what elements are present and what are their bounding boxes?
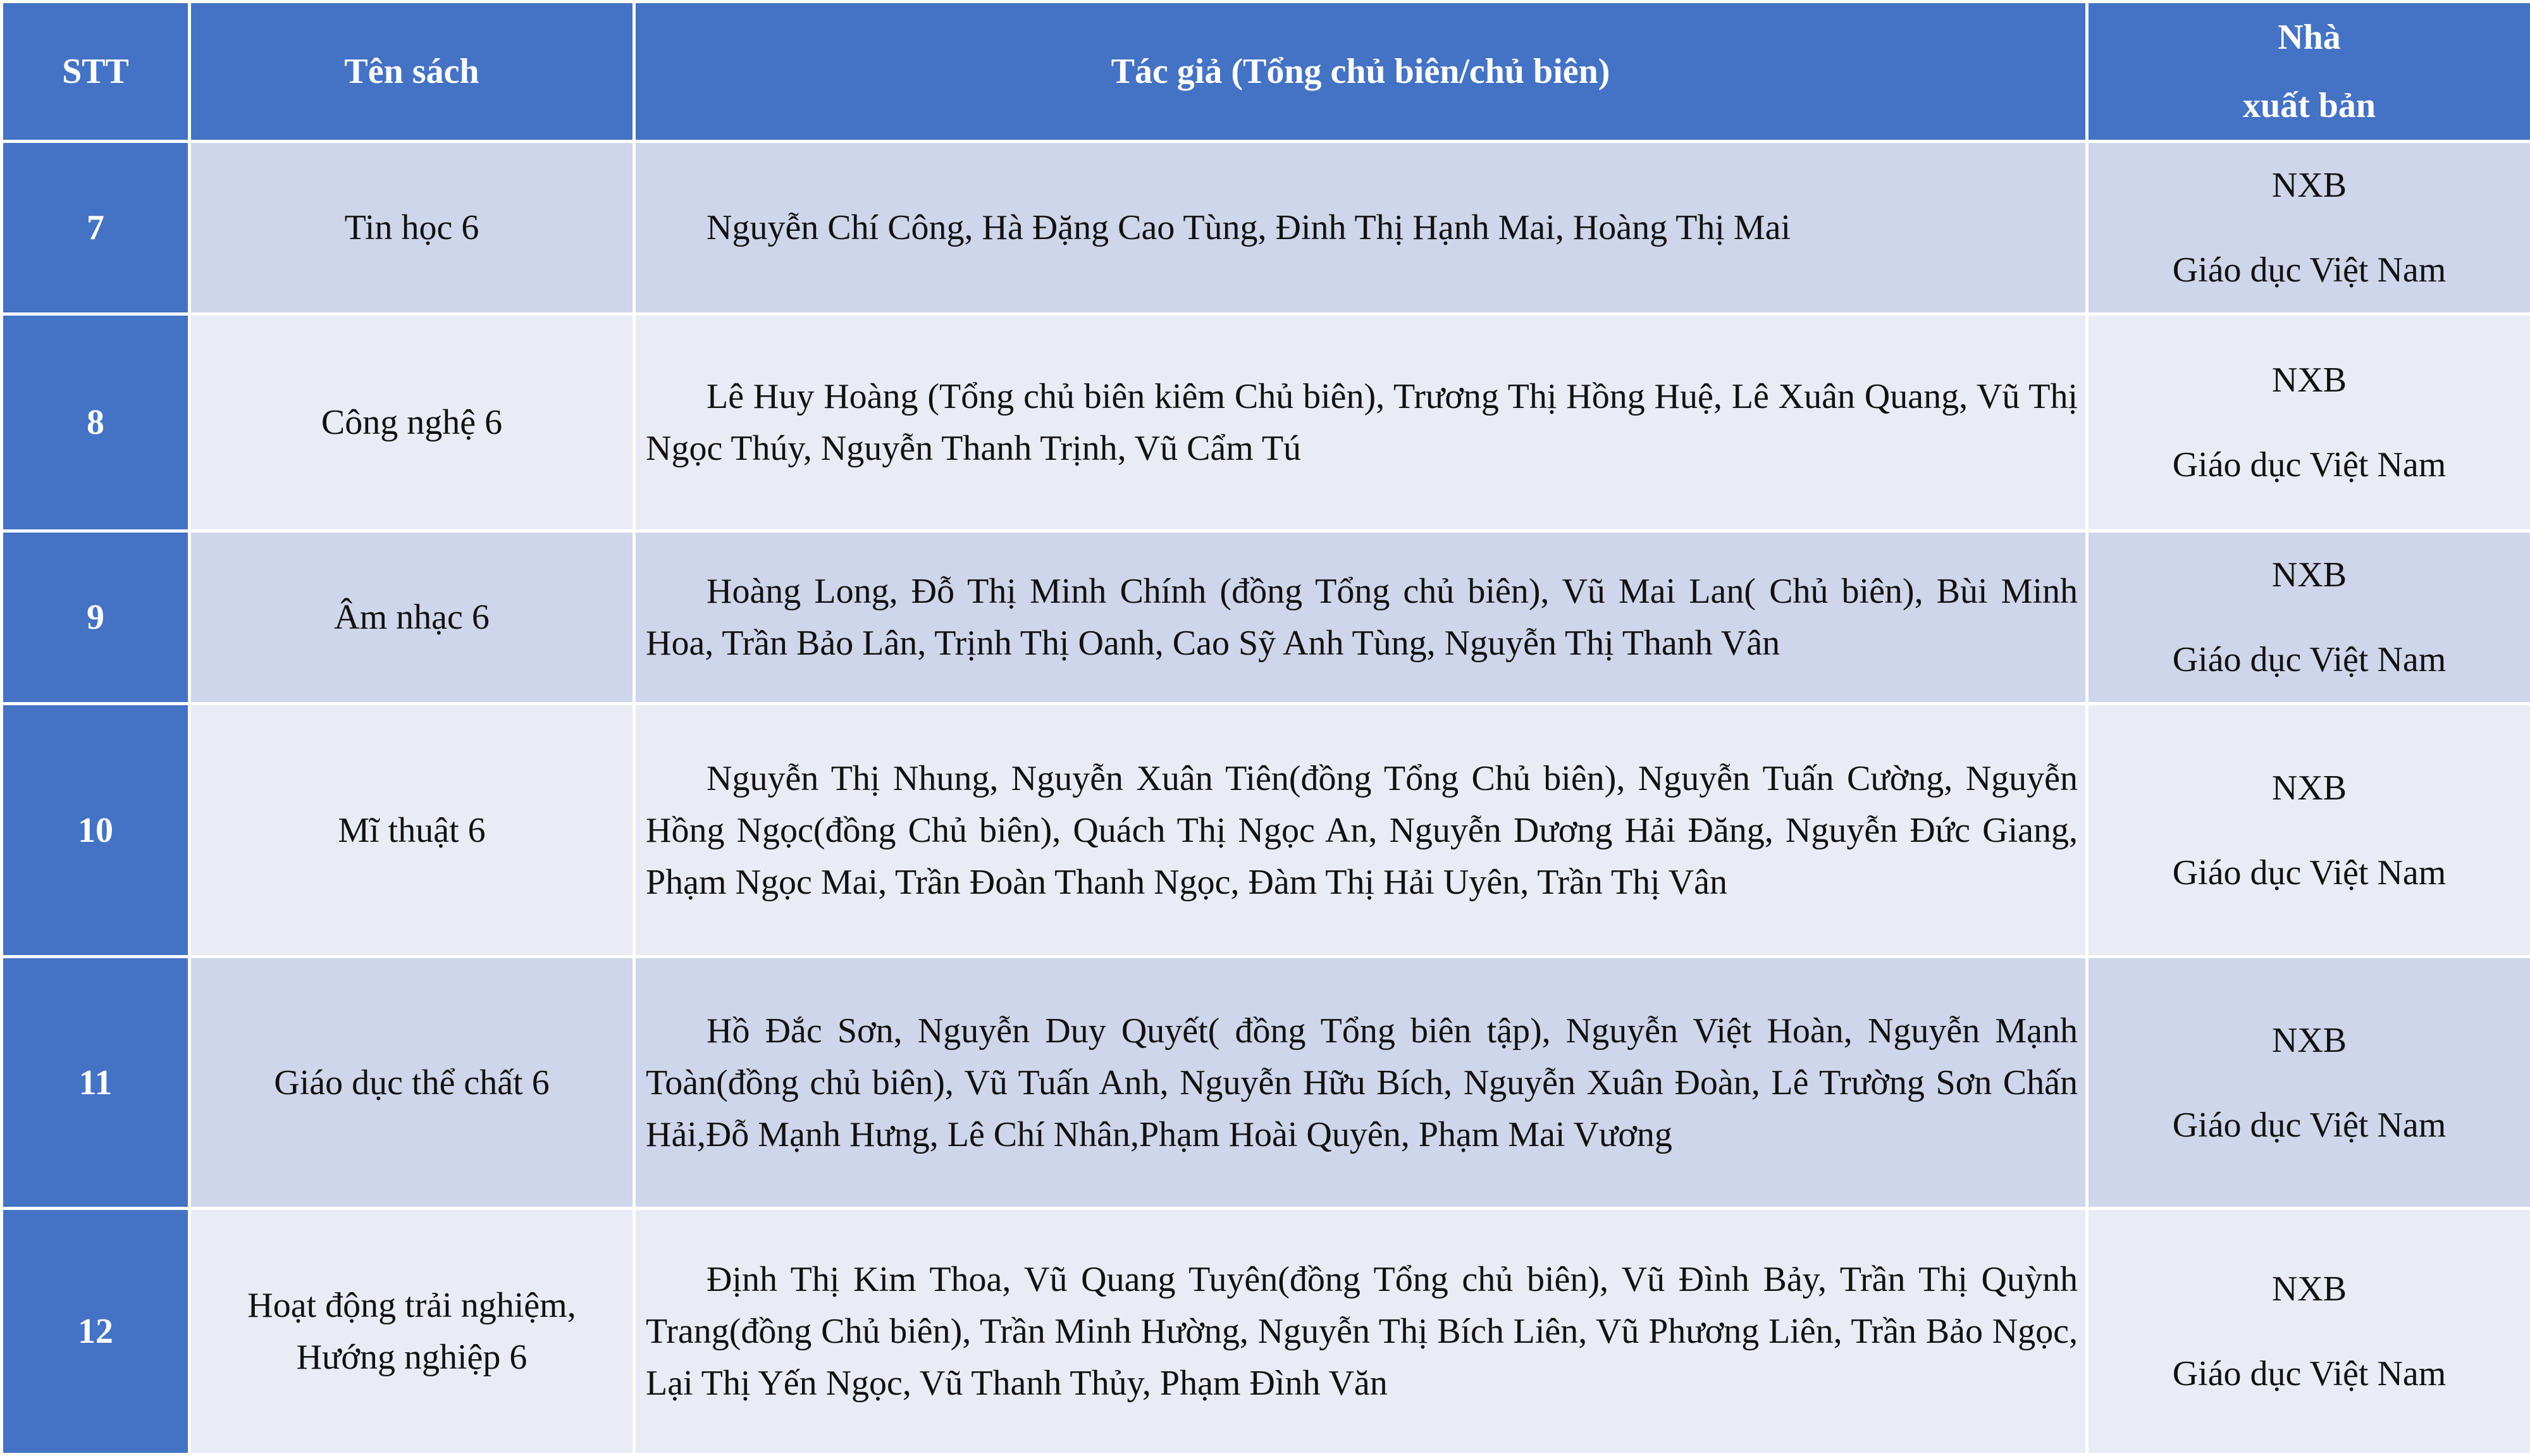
book-title-cell: Hoạt động trải nghiệm, Hướng nghiệp 6 xyxy=(190,1209,634,1455)
authors-text: Định Thị Kim Thoa, Vũ Quang Tuyên(đồng Tổng chủ biên), Vũ Đình Bảy, Trần Thị Quỳnh Trang(đồng Chủ biên), Trần Minh Hường, Nguyễn Thị Bích Liên, Vũ Phương Liên, Trần Bảo Ngọc, Lại Thị Yến Ngọc, Vũ Thanh Thủy, Phạm Đình Văn xyxy=(646,1254,2078,1409)
header-book-title: Tên sách xyxy=(190,2,634,142)
publisher-line2: Giáo dục Việt Nam xyxy=(2089,228,2530,312)
publisher-line1: NXB xyxy=(2089,1247,2530,1331)
publisher-line2: Giáo dục Việt Nam xyxy=(2089,1083,2530,1168)
stt-cell: 11 xyxy=(2,957,190,1209)
publisher-line1: NXB xyxy=(2089,338,2530,423)
header-stt: STT xyxy=(2,2,190,142)
publisher-line1: NXB xyxy=(2089,998,2530,1083)
publisher-cell xyxy=(2087,314,2530,531)
authors-text: Hồ Đắc Sơn, Nguyễn Duy Quyết( đồng Tổng biên tập), Nguyễn Việt Hoàn, Nguyễn Mạnh Toàn(đồng chủ biên), Vũ Tuấn Anh, Nguyễn Hữu Bích, Nguyễn Xuân Đoàn, Lê Trường Sơn Chấn Hải,Đỗ Mạnh Hưng, Lê Chí Nhân,Phạm Hoài Quyên, Phạm Mai Vương xyxy=(646,1005,2078,1161)
authors-text: Nguyễn Chí Công, Hà Đặng Cao Tùng, Đinh Thị Hạnh Mai, Hoàng Thị Mai xyxy=(646,202,2078,254)
table-body xyxy=(2,142,2530,1455)
header-publisher-line2: xuất bản xyxy=(2089,71,2530,140)
header-authors: Tác giả (Tổng chủ biên/chủ biên) xyxy=(634,2,2087,142)
header-publisher xyxy=(2087,2,2530,142)
publisher-line2: Giáo dục Việt Nam xyxy=(2089,830,2530,915)
table-header xyxy=(2,2,2530,142)
stt-cell: 7 xyxy=(2,142,190,314)
publisher-line1: NXB xyxy=(2089,746,2530,830)
book-title-cell: Tin học 6 xyxy=(190,142,634,314)
table-row xyxy=(2,531,2530,704)
publisher-line2: Giáo dục Việt Nam xyxy=(2089,1331,2530,1416)
publisher-line1: NXB xyxy=(2089,533,2530,617)
stt-cell: 12 xyxy=(2,1209,190,1455)
table-row xyxy=(2,142,2530,314)
header-row xyxy=(2,2,2530,142)
table-row xyxy=(2,957,2530,1209)
book-title-cell: Công nghệ 6 xyxy=(190,314,634,531)
publisher-cell xyxy=(2087,142,2530,314)
publisher-cell xyxy=(2087,957,2530,1209)
table-row xyxy=(2,704,2530,957)
header-publisher-line1: Nhà xyxy=(2089,3,2530,71)
book-title-cell: Giáo dục thể chất 6 xyxy=(190,957,634,1209)
stt-cell: 10 xyxy=(2,704,190,957)
publisher-line2: Giáo dục Việt Nam xyxy=(2089,423,2530,507)
publisher-cell xyxy=(2087,531,2530,704)
book-title-cell: Mĩ thuật 6 xyxy=(190,704,634,957)
authors-cell xyxy=(634,142,2087,314)
table-row xyxy=(2,314,2530,531)
stt-cell: 9 xyxy=(2,531,190,704)
book-title-cell: Âm nhạc 6 xyxy=(190,531,634,704)
authors-cell xyxy=(634,531,2087,704)
authors-text: Hoàng Long, Đỗ Thị Minh Chính (đồng Tổng chủ biên), Vũ Mai Lan( Chủ biên), Bùi Minh Hoa, Trần Bảo Lân, Trịnh Thị Oanh, Cao Sỹ Anh Tùng, Nguyễn Thị Thanh Vân xyxy=(646,565,2078,669)
publisher-line2: Giáo dục Việt Nam xyxy=(2089,617,2530,702)
authors-cell xyxy=(634,314,2087,531)
authors-text: Lê Huy Hoàng (Tổng chủ biên kiêm Chủ biên), Trương Thị Hồng Huệ, Lê Xuân Quang, Vũ Thị Ngọc Thúy, Nguyễn Thanh Trịnh, Vũ Cẩm Tú xyxy=(646,371,2078,474)
authors-cell xyxy=(634,1209,2087,1455)
table-row xyxy=(2,1209,2530,1455)
authors-cell xyxy=(634,704,2087,957)
publisher-cell xyxy=(2087,704,2530,957)
publisher-line1: NXB xyxy=(2089,143,2530,228)
stt-cell: 8 xyxy=(2,314,190,531)
authors-cell xyxy=(634,957,2087,1209)
publisher-cell xyxy=(2087,1209,2530,1455)
authors-text: Nguyễn Thị Nhung, Nguyễn Xuân Tiên(đồng Tổng Chủ biên), Nguyễn Tuấn Cường, Nguyễn Hồng Ngọc(đồng Chủ biên), Quách Thị Ngọc An, Nguyễn Dương Hải Đăng, Nguyễn Đức Giang, Phạm Ngọc Mai, Trần Đoàn Thanh Ngọc, Đàm Thị Hải Uyên, Trần Thị Vân xyxy=(646,753,2078,908)
